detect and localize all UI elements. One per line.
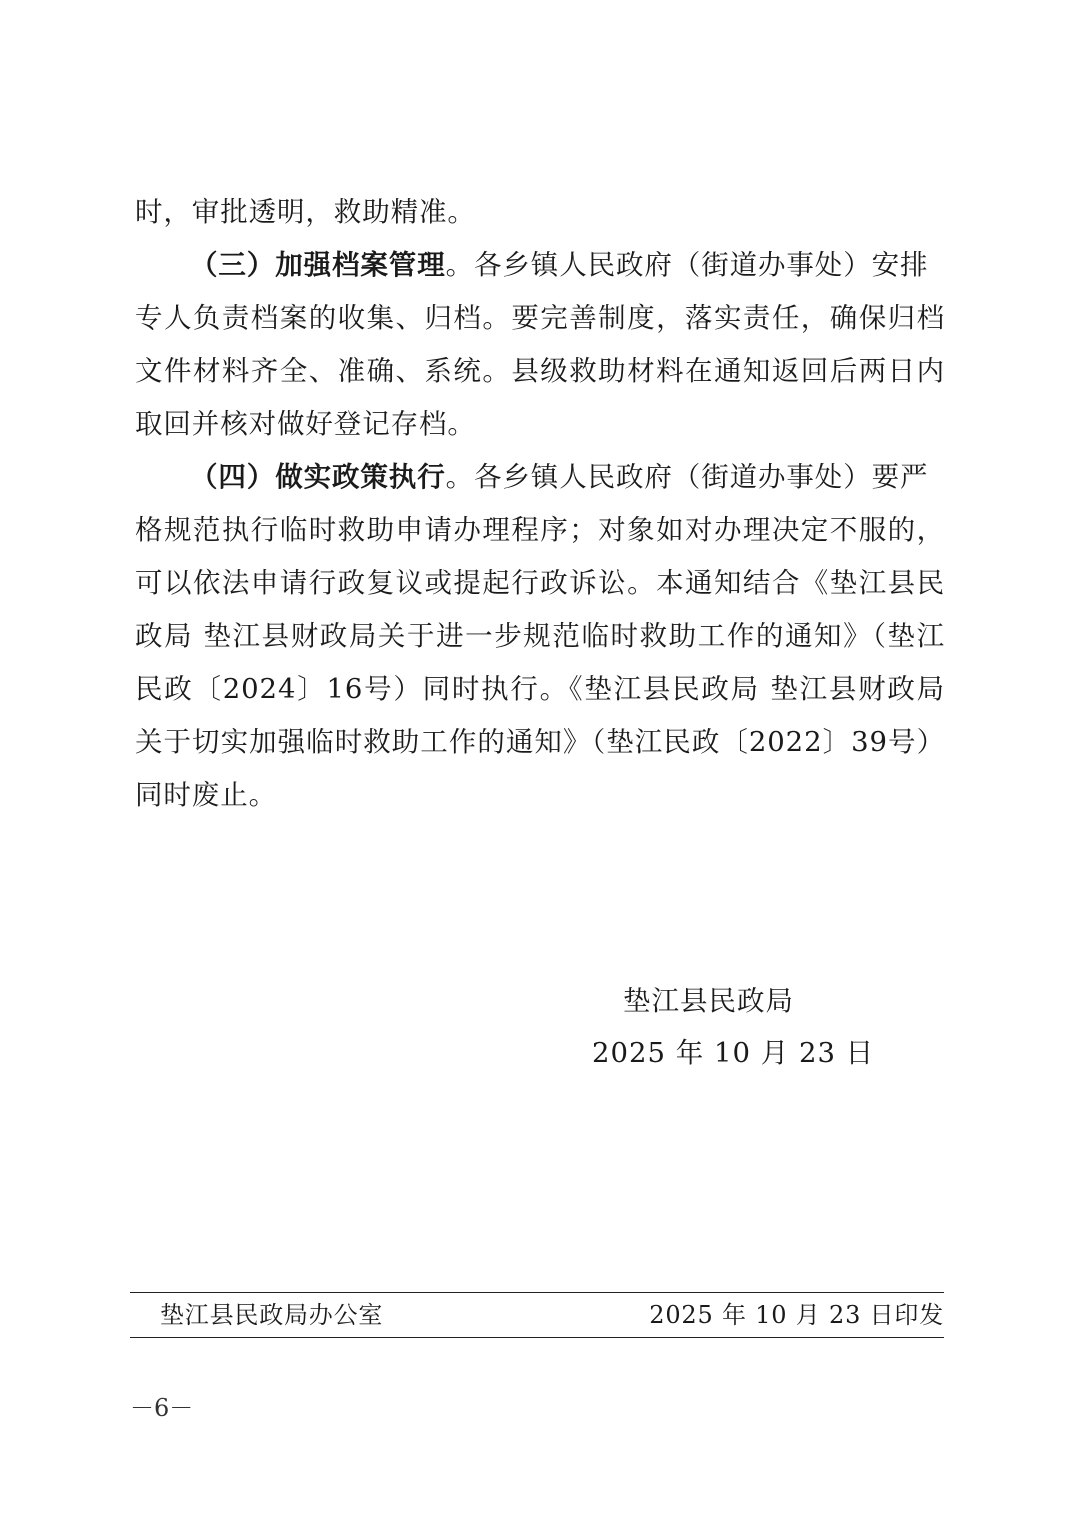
footer-top-rule — [130, 1292, 944, 1293]
paragraph-3-text: 。各乡镇人民政府（街道办事处）安排 — [445, 249, 929, 281]
issuing-office: 垫江县民政局办公室 — [160, 1301, 384, 1329]
body-line: 时，审批透明，救助精准。 — [135, 196, 476, 228]
document-body — [135, 186, 945, 822]
paragraph-3-heading: （三）加强档案管理 — [190, 249, 446, 281]
body-line: 关于切实加强临时救助工作的通知》（垫江民政〔2022〕39号） — [135, 726, 945, 758]
body-line: 专人负责档案的收集、归档。要完善制度，落实责任，确保归档 — [135, 302, 945, 334]
paragraph-3-first-line — [135, 239, 945, 292]
paragraph-4-first-line — [135, 451, 945, 504]
body-line: 文件材料齐全、准确、系统。县级救助材料在通知返回后两日内 — [135, 355, 945, 387]
footer-bottom-rule — [130, 1337, 944, 1338]
signature-organization: 垫江县民政局 — [623, 985, 794, 1017]
paragraph-4-heading: （四）做实政策执行 — [190, 461, 446, 493]
body-line: 格规范执行临时救助申请办理程序；对象如对办理决定不服的， — [135, 514, 945, 546]
page-number: －6－ — [130, 1394, 194, 1422]
signature-date: 2025 年 10 月 23 日 — [592, 1037, 875, 1069]
issue-date: 2025 年 10 月 23 日印发 — [649, 1301, 944, 1329]
body-line: 可以依法申请行政复议或提起行政诉讼。本通知结合《垫江县民 — [135, 567, 945, 599]
body-line: 民政〔2024〕16号）同时执行。《垫江县民政局 垫江县财政局 — [135, 673, 945, 705]
body-line: 政局 垫江县财政局关于进一步规范临时救助工作的通知》（垫江 — [135, 620, 945, 652]
paragraph-4-text: 。各乡镇人民政府（街道办事处）要严 — [445, 461, 929, 493]
body-line: 同时废止。 — [135, 779, 277, 811]
body-line: 取回并核对做好登记存档。 — [135, 408, 476, 440]
